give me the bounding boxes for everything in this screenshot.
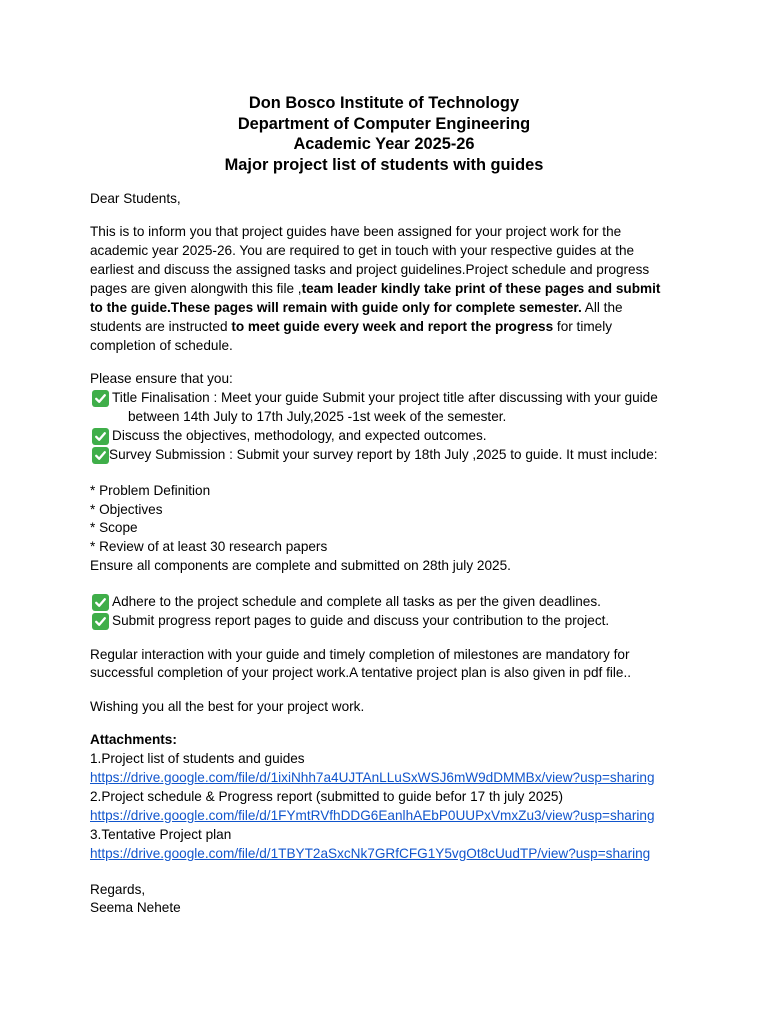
attachment-link[interactable]: https://drive.google.com/file/d/1FYmtRVfhDDG6EanlhAEbP0UUPxVmxZu3/view?usp=sharing <box>90 807 655 823</box>
checklist-item <box>90 389 690 408</box>
closing <box>90 881 690 919</box>
attachment-label: 1.Project list of students and guides <box>90 751 305 767</box>
wishing-line: Wishing you all the best for your project work. <box>90 698 365 714</box>
intro-line <box>90 280 690 299</box>
intro-text: for timely <box>553 318 613 334</box>
regular-interaction-paragraph <box>90 646 690 684</box>
intro-line <box>90 318 690 337</box>
institute-name: Don Bosco Institute of Technology <box>248 94 520 112</box>
document-header <box>78 93 690 175</box>
attachment-link[interactable]: https://drive.google.com/file/d/1ixiNhh7a4UJTAnLLuSxWSJ6mW9dDMMBx/view?usp=sharing <box>90 770 655 786</box>
document-page <box>90 93 690 918</box>
checklist-item-text: Discuss the objectives, methodology, and expected outcomes. <box>112 427 487 443</box>
salutation: Dear Students, <box>90 190 181 206</box>
attachment-label: 2.Project schedule & Progress report (submitted to guide befor 17 th july 2025) <box>90 788 564 804</box>
attachments-heading: Attachments: <box>90 732 177 748</box>
intro-text: pages are given alongwith this file , <box>90 281 302 296</box>
regards-line: Regards, <box>90 881 146 897</box>
intro-text: students are instructed <box>90 318 232 334</box>
checklist-item-text: Adhere to the project schedule and complete all tasks as per the given deadlines. <box>112 594 601 610</box>
check-mark-icon <box>92 428 109 445</box>
document-title: Major project list of students with guides <box>224 155 544 174</box>
intro-paragraph <box>90 223 690 355</box>
department-name: Department of Computer Engineering <box>237 114 531 133</box>
intro-line: This is to inform you that project guides have been assigned for your project work for the <box>90 224 622 240</box>
checklist-item <box>90 427 690 446</box>
ensure-heading: Please ensure that you: <box>90 371 233 387</box>
intro-bold-text: to meet guide every week and report the progress <box>231 318 554 334</box>
checklist-item-text: Title Finalisation : Meet your guide Submit your project title after discussing with your guide <box>112 390 658 406</box>
intro-text: All the <box>581 299 623 315</box>
checklist-1 <box>90 389 690 465</box>
intro-line: earliest and discuss the assigned tasks and project guidelines.Project schedule and progress <box>90 262 650 278</box>
checklist-2 <box>90 593 690 631</box>
checklist-item-continuation: between 14th July to 17th July,2025 -1st week of the semester. <box>128 408 507 424</box>
attachment-link[interactable]: https://drive.google.com/file/d/1TBYT2aSxcNk7GRfCFG1Y5vgOt8cUudTP/view?usp=sharing <box>90 845 651 861</box>
survey-item: * Problem Definition <box>90 482 211 498</box>
check-mark-icon <box>92 447 109 464</box>
intro-line <box>90 299 690 318</box>
survey-item: * Scope <box>90 520 138 536</box>
survey-item: * Objectives <box>90 501 163 517</box>
intro-bold-text: team leader kindly take print of these pages and submit <box>301 281 661 296</box>
checklist-item-text: Submit progress report pages to guide and discuss your contribution to the project. <box>112 613 610 629</box>
attachments-section <box>90 731 690 863</box>
intro-line: completion of schedule. <box>90 337 233 353</box>
check-mark-icon <box>92 613 109 630</box>
checklist-item-text: Survey Submission : Submit your survey report by 18th July ,2025 to guide. It must include: <box>109 446 658 462</box>
intro-bold-text: to the guide.These pages will remain with guide only for complete semester. <box>90 299 582 315</box>
checklist-item <box>90 593 690 612</box>
intro-line: academic year 2025-26. You are required to get in touch with your respective guides at the <box>90 243 635 259</box>
check-mark-icon <box>92 390 109 407</box>
sender-name: Seema Nehete <box>90 900 181 916</box>
survey-item: * Review of at least 30 research papers <box>90 539 328 555</box>
paragraph-line: successful completion of your project work.A tentative project plan is also given in pdf file.. <box>90 665 632 681</box>
academic-year: Academic Year 2025-26 <box>293 135 475 154</box>
check-mark-icon <box>92 594 109 611</box>
paragraph-line: Regular interaction with your guide and timely completion of milestones are mandatory for <box>90 646 630 662</box>
checklist-item <box>90 446 690 465</box>
survey-requirements <box>90 482 690 577</box>
survey-note: Ensure all components are complete and submitted on 28th july 2025. <box>90 558 511 574</box>
checklist-item <box>90 612 690 631</box>
attachment-label: 3.Tentative Project plan <box>90 826 232 842</box>
